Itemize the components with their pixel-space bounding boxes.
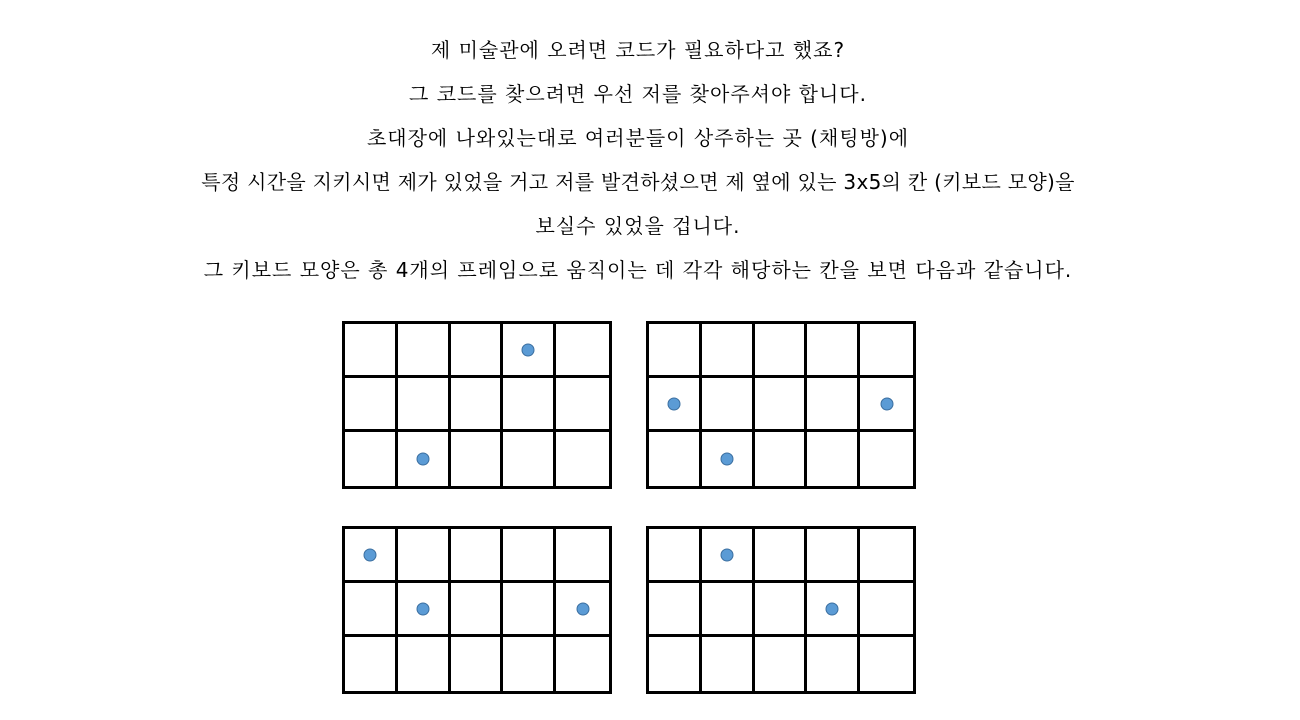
grid-cell (398, 529, 451, 583)
grid-cell (345, 432, 398, 486)
grid-cell (807, 324, 860, 378)
dot-marker (667, 397, 680, 410)
grid-cell (345, 637, 398, 691)
dot-marker (416, 453, 429, 466)
grid-cell (649, 432, 702, 486)
grid-cell (556, 583, 609, 637)
grid-cell (807, 637, 860, 691)
dot-marker (720, 453, 733, 466)
grid-cell (649, 324, 702, 378)
grid-cell (503, 324, 556, 378)
grid-cell (807, 529, 860, 583)
grid-cell (702, 432, 755, 486)
keyboard-grid-frame-4 (646, 526, 916, 694)
grid-cell (649, 529, 702, 583)
grid-cell (860, 378, 913, 432)
dot-marker (826, 602, 839, 615)
dot-marker (416, 602, 429, 615)
grid-cell (860, 637, 913, 691)
grid-cell (398, 378, 451, 432)
grid-cell (755, 378, 808, 432)
grid-cell (451, 378, 504, 432)
grid-cell (860, 324, 913, 378)
grid-cell (702, 637, 755, 691)
dot-marker (363, 548, 376, 561)
grid-cell (755, 432, 808, 486)
grid-cell (345, 583, 398, 637)
grid-cell (556, 378, 609, 432)
grid-cell (398, 637, 451, 691)
grid-cell (451, 637, 504, 691)
text-line-5: 보실수 있었을 겁니다. (535, 214, 741, 238)
keyboard-grid-frame-3 (342, 526, 612, 694)
grid-cell (702, 529, 755, 583)
grid-cell (702, 583, 755, 637)
grid-cell (451, 583, 504, 637)
grid-cell (556, 432, 609, 486)
grid-cell (807, 432, 860, 486)
grid-cell (702, 378, 755, 432)
grid-cell (860, 583, 913, 637)
grid-cell (503, 378, 556, 432)
grid-cell (755, 637, 808, 691)
grid-cell (807, 378, 860, 432)
text-line-2: 그 코드를 찾으려면 우선 저를 찾아주셔야 합니다. (409, 82, 867, 106)
grid-cell (755, 324, 808, 378)
text-line-4: 특정 시간을 지키시면 제가 있었을 거고 저를 발견하셨으면 제 옆에 있는 3x5의 칸 (키보드 모양)을 (201, 170, 1075, 194)
grid-cell (398, 324, 451, 378)
grid-cell (556, 324, 609, 378)
grid-cell (398, 583, 451, 637)
dot-marker (576, 602, 589, 615)
keyboard-grid-frame-2 (646, 321, 916, 489)
grid-cell (755, 583, 808, 637)
grid-cell (556, 529, 609, 583)
keyboard-grid-frame-1 (342, 321, 612, 489)
text-line-6: 그 키보드 모양은 총 4개의 프레임으로 움직이는 데 각각 해당하는 칸을 보면 다음과 같습니다. (203, 258, 1073, 282)
grid-cell (702, 324, 755, 378)
grid-cell (345, 324, 398, 378)
grid-cell (649, 378, 702, 432)
grid-cell (451, 529, 504, 583)
grid-cell (649, 583, 702, 637)
grid-cell (807, 583, 860, 637)
text-line-1: 제 미술관에 오려면 코드가 필요하다고 했죠? (430, 38, 846, 62)
grid-cell (503, 529, 556, 583)
text-line-3: 초대장에 나와있는대로 여러분들이 상주하는 곳 (채팅방)에 (366, 126, 910, 150)
grid-cell (503, 637, 556, 691)
grid-cell (451, 324, 504, 378)
grid-cell (503, 583, 556, 637)
grid-cell (649, 637, 702, 691)
grid-cell (503, 432, 556, 486)
dot-marker (720, 548, 733, 561)
grid-cell (451, 432, 504, 486)
grid-cell (860, 432, 913, 486)
dot-marker (880, 397, 893, 410)
grid-cell (556, 637, 609, 691)
grid-cell (398, 432, 451, 486)
grid-cell (860, 529, 913, 583)
dot-marker (522, 343, 535, 356)
grid-cell (345, 529, 398, 583)
grid-cell (345, 378, 398, 432)
grid-cell (755, 529, 808, 583)
